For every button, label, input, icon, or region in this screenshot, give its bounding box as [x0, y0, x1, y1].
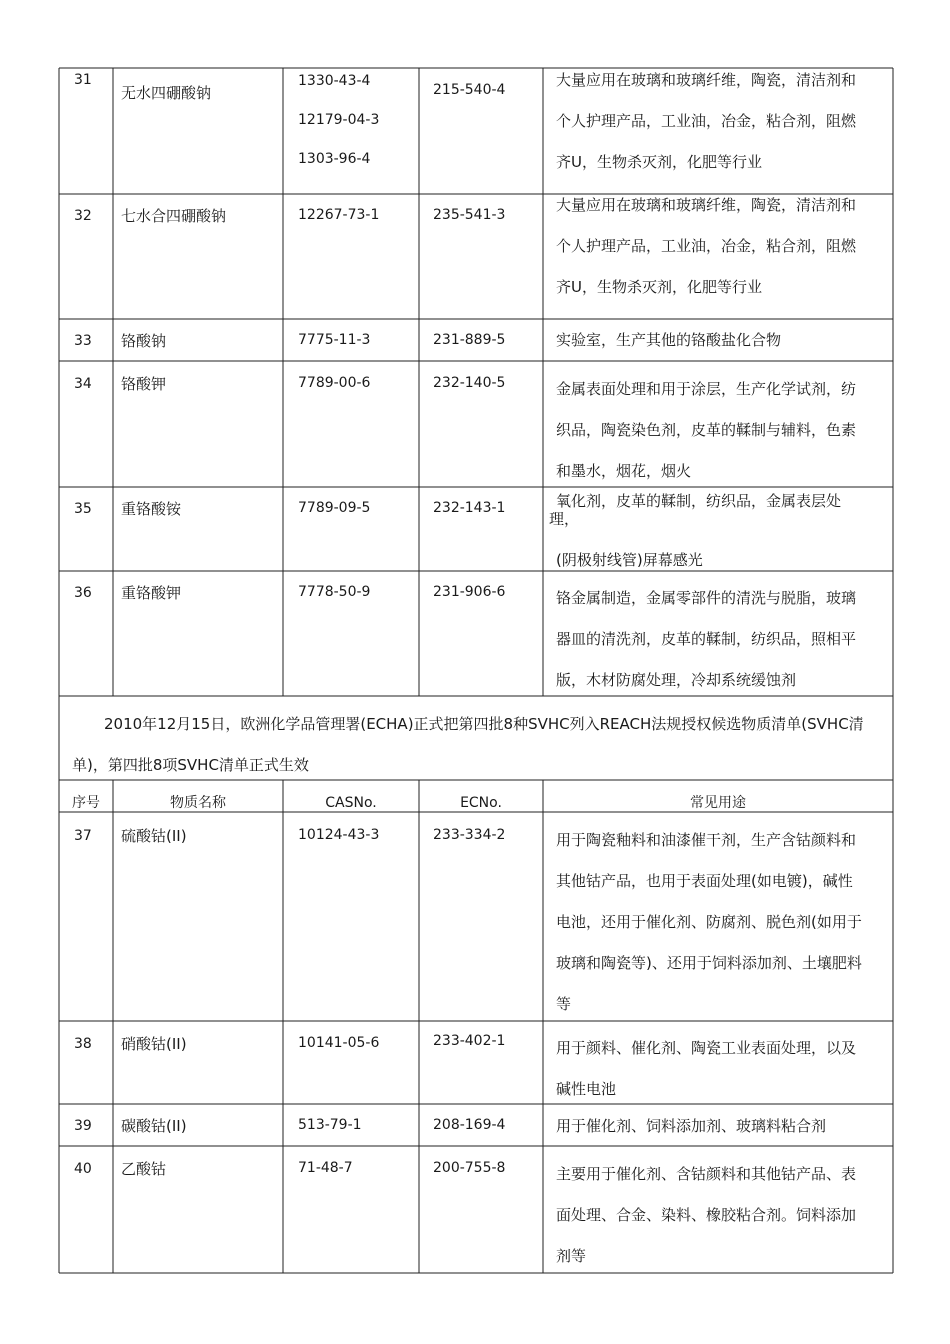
ec-number: 231-889-5 [433, 332, 506, 348]
usage-line: 实验室，生产其他的铬酸盐化合物 [556, 331, 782, 349]
usage-line: 个人护理产品，工业油，冶金，粘合剂，阻燃 [556, 237, 857, 255]
cas-number: 10141-05-6 [298, 1035, 380, 1051]
substance-name: 无水四硼酸钠 [121, 84, 212, 102]
ec-number: 233-334-2 [433, 827, 506, 843]
usage-line: 面处理、合金、染料、橡胶粘合剂。饲料添加 [556, 1206, 857, 1224]
usage-line: (阴极射线管)屏幕感光 [556, 551, 703, 569]
usage-line: 主要用于催化剂、含钴颜料和其他钴产品、表 [556, 1165, 857, 1183]
substance-name: 乙酸钴 [121, 1160, 167, 1178]
usage-text [556, 820, 878, 1025]
row-number: 39 [74, 1118, 92, 1134]
usage-line: 用于催化剂、饲料添加剂、玻璃料粘合剂 [556, 1117, 827, 1135]
cas-number: 10124-43-3 [298, 827, 380, 843]
row-number: 32 [74, 208, 92, 224]
cas-number: 12267-73-1 [298, 207, 380, 223]
usage-text [556, 60, 878, 183]
ec-number: 200-755-8 [433, 1160, 506, 1176]
ec-number: 235-541-3 [433, 207, 506, 223]
usage-text [556, 1106, 878, 1147]
usage-text [556, 1154, 878, 1277]
usage-line: 玻璃和陶瓷等)、还用于饲料添加剂、土壤肥料 [556, 954, 862, 972]
header-cas: CASNo. [325, 795, 377, 811]
usage-line: 版，木材防腐处理，冷却系统缓蚀剂 [556, 671, 797, 689]
cas-number: 7789-09-5 [298, 500, 371, 516]
usage-text [556, 369, 878, 492]
usage-line: 织品，陶瓷染色剂，皮革的鞣制与辅料，色素 [556, 421, 857, 439]
usage-line: 理， [549, 510, 580, 528]
usage-line: 器皿的清洗剂，皮革的鞣制，纺织品，照相平 [556, 630, 857, 648]
cas-number: 12179-04-3 [298, 112, 380, 128]
row-number: 37 [74, 828, 92, 844]
ec-number: 233-402-1 [433, 1033, 506, 1049]
usage-line: 大量应用在玻璃和玻璃纤维，陶瓷，清洁剂和 [556, 196, 857, 214]
cas-number: 513-79-1 [298, 1117, 362, 1133]
usage-line: 用于颜料、催化剂、陶瓷工业表面处理，以及 [556, 1039, 857, 1057]
substance-name: 碳酸钴(II) [121, 1117, 187, 1135]
ec-number: 208-169-4 [433, 1117, 506, 1133]
substance-name: 铬酸钠 [121, 332, 167, 350]
usage-line: 等 [556, 995, 572, 1013]
usage-line: 用于陶瓷釉料和油漆催干剂，生产含钴颜料和 [556, 831, 857, 849]
row-number: 38 [74, 1036, 92, 1052]
cas-number: 7789-00-6 [298, 375, 371, 391]
usage-line: 齐U，生物杀灭剂，化肥等行业 [556, 278, 762, 296]
ec-number: 231-906-6 [433, 584, 506, 600]
substance-name: 硝酸钴(II) [121, 1035, 187, 1053]
usage-line: 电池，还用于催化剂、防腐剂、脱色剂(如用于 [556, 913, 862, 931]
cas-number: 1303-96-4 [298, 151, 371, 167]
row-number: 35 [74, 501, 92, 517]
usage-line: 齐U，生物杀灭剂，化肥等行业 [556, 153, 762, 171]
usage-line: 氧化剂，皮革的鞣制，纺织品，金属表层处 [556, 492, 842, 510]
substance-name: 硫酸钴(II) [121, 827, 187, 845]
usage-line: 碱性电池 [556, 1080, 617, 1098]
row-number: 31 [74, 72, 92, 88]
usage-line: 个人护理产品，工业油，冶金，粘合剂，阻燃 [556, 112, 857, 130]
cas-number: 7778-50-9 [298, 584, 371, 600]
ec-number: 215-540-4 [433, 82, 506, 98]
usage-text [556, 578, 878, 701]
row-number: 33 [74, 333, 92, 349]
ec-number: 232-140-5 [433, 375, 506, 391]
usage-line: 金属表面处理和用于涂层，生产化学试剂，纺 [556, 380, 857, 398]
row-number: 36 [74, 585, 92, 601]
cas-number: 7775-11-3 [298, 332, 371, 348]
usage-line: 和墨水，烟花，烟火 [556, 462, 692, 480]
usage-line: 剂等 [556, 1247, 587, 1265]
header-no: 序号 [72, 795, 100, 811]
row-number: 40 [74, 1161, 92, 1177]
usage-line: 其他钴产品，也用于表面处理(如电镀)，碱性 [556, 872, 853, 890]
substance-name: 铬酸钾 [121, 375, 167, 393]
header-ec: ECNo. [460, 795, 502, 811]
usage-text [556, 320, 878, 361]
usage-line: 大量应用在玻璃和玻璃纤维，陶瓷，清洁剂和 [556, 71, 857, 89]
header-name: 物质名称 [170, 795, 226, 811]
row-number: 34 [74, 376, 92, 392]
cas-number: 1330-43-4 [298, 73, 371, 89]
usage-text [556, 185, 878, 308]
usage-text [556, 1028, 878, 1110]
cas-number: 71-48-7 [298, 1160, 353, 1176]
header-use: 常见用途 [690, 795, 746, 811]
ec-number: 232-143-1 [433, 500, 506, 516]
usage-line: 铬金属制造，金属零部件的清洗与脱脂，玻璃 [556, 589, 857, 607]
substance-name: 重铬酸钾 [121, 584, 182, 602]
substance-name: 七水合四硼酸钠 [121, 207, 227, 225]
announcement-paragraph: 2010年12月15日，欧洲化学品管理署(ECHA)正式把第四批8种SVHC列入REACH法规授权候选物质清单(SVHC清单)，第四批8项SVHC清单正式生效 [72, 715, 864, 774]
substance-name: 重铬酸铵 [121, 500, 182, 518]
